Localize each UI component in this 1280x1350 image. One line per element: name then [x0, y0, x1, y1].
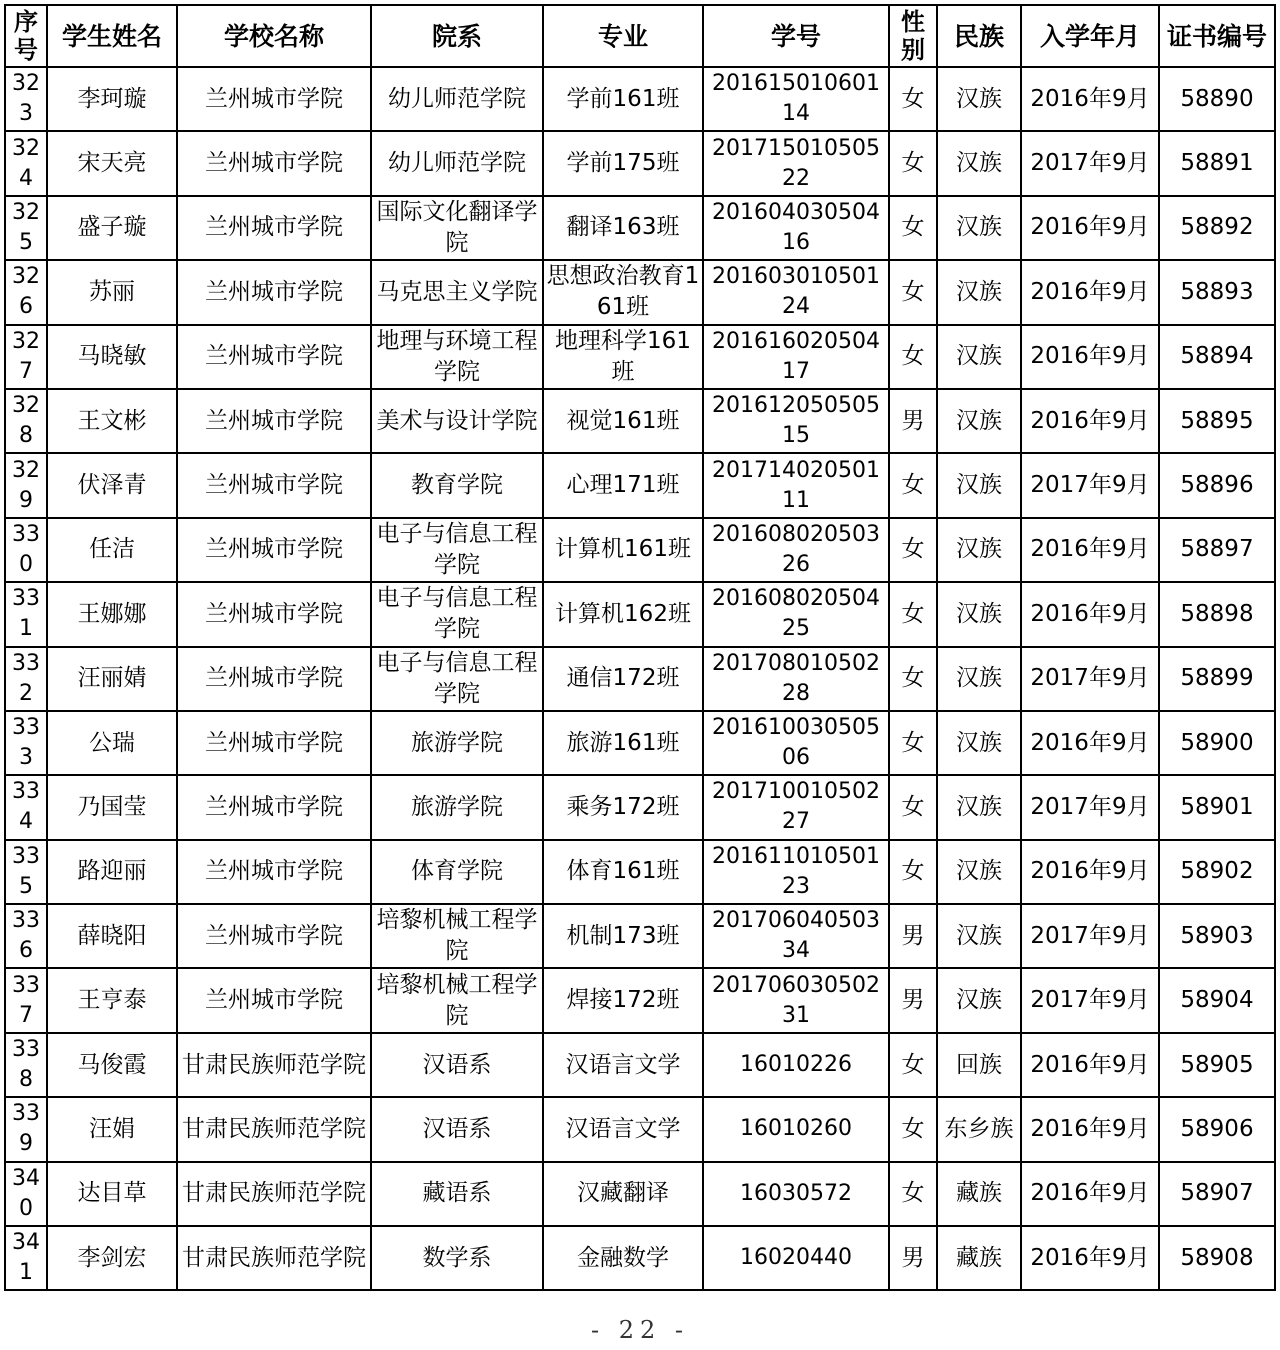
cell-ethnicity: 东乡族	[937, 1097, 1021, 1161]
cell-enrollment-date: 2016年9月	[1021, 840, 1159, 904]
cell-seq: 324	[5, 131, 47, 195]
cell-student-name: 李剑宏	[47, 1226, 177, 1290]
cell-enrollment-date: 2016年9月	[1021, 1162, 1159, 1226]
cell-department: 国际文化翻译学院	[371, 196, 543, 260]
cell-department: 电子与信息工程学院	[371, 647, 543, 711]
cell-enrollment-date: 2017年9月	[1021, 131, 1159, 195]
cell-department: 汉语系	[371, 1033, 543, 1097]
cell-department: 旅游学院	[371, 711, 543, 775]
cell-student-name: 宋天亮	[47, 131, 177, 195]
cell-major: 汉语言文学	[543, 1033, 703, 1097]
cell-seq: 341	[5, 1226, 47, 1290]
cell-seq: 332	[5, 647, 47, 711]
cell-school-name: 兰州城市学院	[177, 775, 371, 839]
cell-gender: 女	[889, 1033, 937, 1097]
cell-ethnicity: 藏族	[937, 1162, 1021, 1226]
header-ethnicity: 民族	[937, 5, 1021, 67]
cell-gender: 女	[889, 840, 937, 904]
cell-major: 翻译163班	[543, 196, 703, 260]
cell-school-name: 兰州城市学院	[177, 389, 371, 453]
page-number: - 22 -	[590, 1316, 689, 1344]
cell-major: 心理171班	[543, 453, 703, 517]
cell-department: 教育学院	[371, 453, 543, 517]
cell-school-name: 兰州城市学院	[177, 647, 371, 711]
table-row	[5, 453, 1275, 517]
cell-school-name: 兰州城市学院	[177, 196, 371, 260]
table-row	[5, 1033, 1275, 1097]
cell-school-name: 兰州城市学院	[177, 67, 371, 131]
cell-ethnicity: 汉族	[937, 453, 1021, 517]
cell-seq: 329	[5, 453, 47, 517]
cell-department: 美术与设计学院	[371, 389, 543, 453]
cell-seq: 338	[5, 1033, 47, 1097]
cell-student-id: 20171501050522	[703, 131, 889, 195]
cell-school-name: 兰州城市学院	[177, 518, 371, 582]
cell-school-name: 甘肃民族师范学院	[177, 1162, 371, 1226]
cell-gender: 女	[889, 582, 937, 646]
cell-student-id: 16010226	[703, 1033, 889, 1097]
table-row	[5, 582, 1275, 646]
cell-department: 幼儿师范学院	[371, 131, 543, 195]
cell-enrollment-date: 2017年9月	[1021, 775, 1159, 839]
cell-enrollment-date: 2016年9月	[1021, 582, 1159, 646]
table-row	[5, 904, 1275, 968]
cell-department: 藏语系	[371, 1162, 543, 1226]
cell-gender: 女	[889, 260, 937, 324]
cell-student-name: 王亨泰	[47, 968, 177, 1032]
cell-student-id: 20161205050515	[703, 389, 889, 453]
cell-gender: 男	[889, 968, 937, 1032]
cell-seq: 326	[5, 260, 47, 324]
cell-gender: 男	[889, 904, 937, 968]
cell-certificate-no: 58900	[1159, 711, 1275, 775]
table-row	[5, 775, 1275, 839]
cell-student-name: 乃国莹	[47, 775, 177, 839]
cell-major: 焊接172班	[543, 968, 703, 1032]
cell-seq: 334	[5, 775, 47, 839]
cell-student-id: 20170603050231	[703, 968, 889, 1032]
cell-department: 电子与信息工程学院	[371, 518, 543, 582]
cell-enrollment-date: 2017年9月	[1021, 968, 1159, 1032]
cell-student-id: 20161003050506	[703, 711, 889, 775]
cell-student-name: 公瑞	[47, 711, 177, 775]
cell-gender: 女	[889, 67, 937, 131]
cell-major: 计算机162班	[543, 582, 703, 646]
cell-gender: 男	[889, 1226, 937, 1290]
cell-certificate-no: 58902	[1159, 840, 1275, 904]
cell-seq: 335	[5, 840, 47, 904]
cell-enrollment-date: 2017年9月	[1021, 904, 1159, 968]
cell-school-name: 兰州城市学院	[177, 325, 371, 389]
cell-seq: 323	[5, 67, 47, 131]
cell-ethnicity: 汉族	[937, 196, 1021, 260]
cell-certificate-no: 58904	[1159, 968, 1275, 1032]
cell-seq: 327	[5, 325, 47, 389]
cell-department: 幼儿师范学院	[371, 67, 543, 131]
cell-enrollment-date: 2016年9月	[1021, 260, 1159, 324]
cell-enrollment-date: 2016年9月	[1021, 1097, 1159, 1161]
cell-student-name: 薛晓阳	[47, 904, 177, 968]
cell-gender: 男	[889, 389, 937, 453]
cell-student-id: 20160802050425	[703, 582, 889, 646]
header-major: 专业	[543, 5, 703, 67]
cell-major: 学前161班	[543, 67, 703, 131]
cell-student-name: 路迎丽	[47, 840, 177, 904]
cell-school-name: 兰州城市学院	[177, 260, 371, 324]
cell-department: 电子与信息工程学院	[371, 582, 543, 646]
cell-school-name: 兰州城市学院	[177, 840, 371, 904]
cell-major: 体育161班	[543, 840, 703, 904]
cell-student-name: 汪娟	[47, 1097, 177, 1161]
cell-department: 体育学院	[371, 840, 543, 904]
cell-gender: 女	[889, 196, 937, 260]
table-row	[5, 711, 1275, 775]
cell-school-name: 兰州城市学院	[177, 711, 371, 775]
table-row	[5, 325, 1275, 389]
cell-student-id: 20161602050417	[703, 325, 889, 389]
table-row	[5, 389, 1275, 453]
cell-department: 地理与环境工程学院	[371, 325, 543, 389]
cell-department: 数学系	[371, 1226, 543, 1290]
table-row	[5, 260, 1275, 324]
table-row	[5, 1162, 1275, 1226]
cell-enrollment-date: 2016年9月	[1021, 389, 1159, 453]
cell-student-id: 20160403050416	[703, 196, 889, 260]
cell-enrollment-date: 2016年9月	[1021, 711, 1159, 775]
cell-gender: 女	[889, 647, 937, 711]
cell-department: 马克思主义学院	[371, 260, 543, 324]
cell-gender: 女	[889, 131, 937, 195]
cell-student-id: 20170801050228	[703, 647, 889, 711]
cell-seq: 328	[5, 389, 47, 453]
header-gender: 性别	[889, 5, 937, 67]
cell-student-name: 苏丽	[47, 260, 177, 324]
header-student-id: 学号	[703, 5, 889, 67]
header-department: 院系	[371, 5, 543, 67]
cell-seq: 340	[5, 1162, 47, 1226]
cell-student-name: 马俊霞	[47, 1033, 177, 1097]
cell-student-name: 王娜娜	[47, 582, 177, 646]
table-row	[5, 647, 1275, 711]
cell-major: 思想政治教育161班	[543, 260, 703, 324]
cell-certificate-no: 58908	[1159, 1226, 1275, 1290]
cell-student-name: 任洁	[47, 518, 177, 582]
cell-student-name: 王文彬	[47, 389, 177, 453]
cell-major: 地理科学161班	[543, 325, 703, 389]
cell-seq: 339	[5, 1097, 47, 1161]
cell-enrollment-date: 2016年9月	[1021, 325, 1159, 389]
cell-ethnicity: 汉族	[937, 67, 1021, 131]
cell-major: 学前175班	[543, 131, 703, 195]
cell-ethnicity: 汉族	[937, 260, 1021, 324]
table-row	[5, 67, 1275, 131]
cell-major: 视觉161班	[543, 389, 703, 453]
table-header-row	[5, 5, 1275, 67]
cell-seq: 336	[5, 904, 47, 968]
cell-ethnicity: 汉族	[937, 840, 1021, 904]
table-row	[5, 968, 1275, 1032]
cell-student-id: 16030572	[703, 1162, 889, 1226]
cell-department: 培黎机械工程学院	[371, 904, 543, 968]
cell-enrollment-date: 2016年9月	[1021, 1226, 1159, 1290]
cell-ethnicity: 汉族	[937, 904, 1021, 968]
cell-major: 金融数学	[543, 1226, 703, 1290]
cell-certificate-no: 58890	[1159, 67, 1275, 131]
header-enrollment-date: 入学年月	[1021, 5, 1159, 67]
cell-enrollment-date: 2017年9月	[1021, 647, 1159, 711]
header-seq: 序号	[5, 5, 47, 67]
table-row	[5, 518, 1275, 582]
cell-student-id: 20170604050334	[703, 904, 889, 968]
cell-student-name: 伏泽青	[47, 453, 177, 517]
cell-certificate-no: 58906	[1159, 1097, 1275, 1161]
cell-certificate-no: 58901	[1159, 775, 1275, 839]
cell-enrollment-date: 2017年9月	[1021, 453, 1159, 517]
cell-ethnicity: 汉族	[937, 647, 1021, 711]
cell-certificate-no: 58891	[1159, 131, 1275, 195]
cell-school-name: 甘肃民族师范学院	[177, 1097, 371, 1161]
cell-school-name: 甘肃民族师范学院	[177, 1226, 371, 1290]
cell-certificate-no: 58903	[1159, 904, 1275, 968]
cell-school-name: 兰州城市学院	[177, 453, 371, 517]
cell-ethnicity: 汉族	[937, 711, 1021, 775]
cell-seq: 330	[5, 518, 47, 582]
cell-student-id: 20160802050326	[703, 518, 889, 582]
header-school-name: 学校名称	[177, 5, 371, 67]
table-row	[5, 840, 1275, 904]
cell-certificate-no: 58893	[1159, 260, 1275, 324]
cell-student-id: 20171001050227	[703, 775, 889, 839]
cell-certificate-no: 58907	[1159, 1162, 1275, 1226]
table-row	[5, 1097, 1275, 1161]
cell-seq: 333	[5, 711, 47, 775]
cell-department: 汉语系	[371, 1097, 543, 1161]
cell-school-name: 兰州城市学院	[177, 131, 371, 195]
cell-major: 乘务172班	[543, 775, 703, 839]
header-certificate-no: 证书编号	[1159, 5, 1275, 67]
cell-enrollment-date: 2016年9月	[1021, 67, 1159, 131]
cell-ethnicity: 汉族	[937, 775, 1021, 839]
cell-student-id: 20171402050111	[703, 453, 889, 517]
cell-certificate-no: 58897	[1159, 518, 1275, 582]
table-row	[5, 131, 1275, 195]
cell-major: 计算机161班	[543, 518, 703, 582]
cell-student-id: 20161501060114	[703, 67, 889, 131]
cell-school-name: 兰州城市学院	[177, 968, 371, 1032]
cell-major: 通信172班	[543, 647, 703, 711]
cell-ethnicity: 回族	[937, 1033, 1021, 1097]
cell-student-id: 20161101050123	[703, 840, 889, 904]
cell-ethnicity: 汉族	[937, 131, 1021, 195]
cell-gender: 女	[889, 325, 937, 389]
cell-certificate-no: 58899	[1159, 647, 1275, 711]
cell-student-name: 马晓敏	[47, 325, 177, 389]
cell-enrollment-date: 2016年9月	[1021, 1033, 1159, 1097]
cell-gender: 女	[889, 518, 937, 582]
cell-gender: 女	[889, 453, 937, 517]
cell-student-id: 20160301050124	[703, 260, 889, 324]
cell-student-name: 李珂璇	[47, 67, 177, 131]
cell-ethnicity: 汉族	[937, 582, 1021, 646]
cell-student-id: 16020440	[703, 1226, 889, 1290]
cell-student-name: 盛子璇	[47, 196, 177, 260]
header-student-name: 学生姓名	[47, 5, 177, 67]
cell-gender: 女	[889, 1097, 937, 1161]
cell-ethnicity: 藏族	[937, 1226, 1021, 1290]
cell-department: 培黎机械工程学院	[371, 968, 543, 1032]
cell-enrollment-date: 2016年9月	[1021, 518, 1159, 582]
cell-department: 旅游学院	[371, 775, 543, 839]
cell-certificate-no: 58896	[1159, 453, 1275, 517]
cell-certificate-no: 58895	[1159, 389, 1275, 453]
cell-major: 机制173班	[543, 904, 703, 968]
cell-certificate-no: 58898	[1159, 582, 1275, 646]
cell-certificate-no: 58905	[1159, 1033, 1275, 1097]
cell-gender: 女	[889, 775, 937, 839]
table-row	[5, 1226, 1275, 1290]
table-body	[5, 67, 1275, 1290]
cell-gender: 女	[889, 1162, 937, 1226]
cell-seq: 325	[5, 196, 47, 260]
cell-student-id: 16010260	[703, 1097, 889, 1161]
student-certificate-table	[4, 4, 1276, 1291]
cell-certificate-no: 58894	[1159, 325, 1275, 389]
cell-ethnicity: 汉族	[937, 968, 1021, 1032]
cell-student-name: 达目草	[47, 1162, 177, 1226]
cell-seq: 331	[5, 582, 47, 646]
cell-certificate-no: 58892	[1159, 196, 1275, 260]
cell-ethnicity: 汉族	[937, 518, 1021, 582]
cell-major: 汉藏翻译	[543, 1162, 703, 1226]
cell-school-name: 兰州城市学院	[177, 582, 371, 646]
cell-school-name: 甘肃民族师范学院	[177, 1033, 371, 1097]
cell-major: 汉语言文学	[543, 1097, 703, 1161]
cell-ethnicity: 汉族	[937, 325, 1021, 389]
cell-gender: 女	[889, 711, 937, 775]
table-row	[5, 196, 1275, 260]
cell-ethnicity: 汉族	[937, 389, 1021, 453]
cell-seq: 337	[5, 968, 47, 1032]
cell-major: 旅游161班	[543, 711, 703, 775]
cell-enrollment-date: 2016年9月	[1021, 196, 1159, 260]
cell-school-name: 兰州城市学院	[177, 904, 371, 968]
cell-student-name: 汪丽婧	[47, 647, 177, 711]
